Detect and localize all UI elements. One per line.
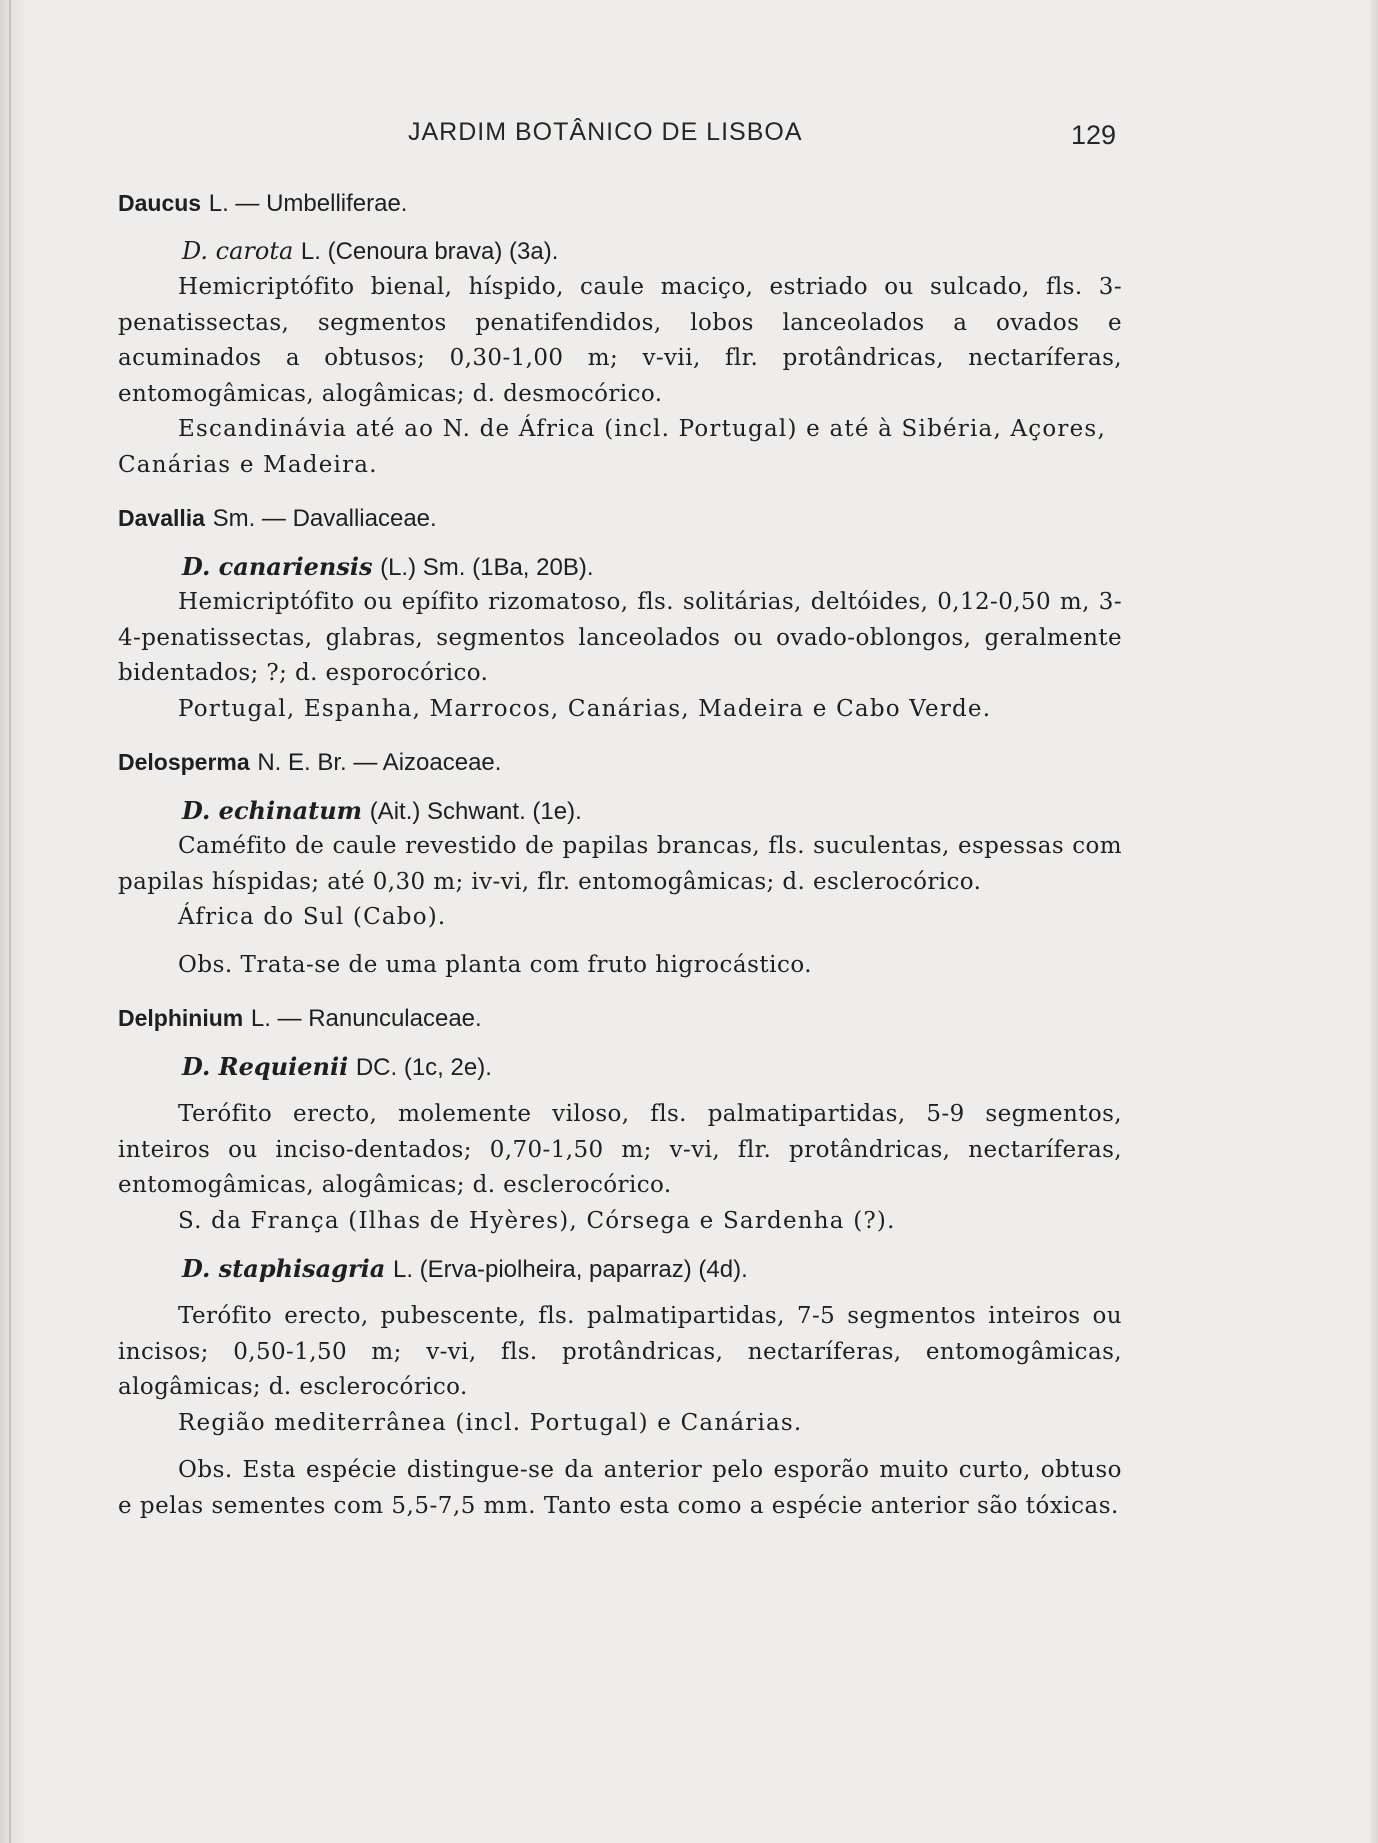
species-description: Caméfito de caule revestido de papilas brancas, fls. suculentas, espessas com papilas híspidas; até 0,30 m; iv-vi, flr. entomogâmicas; d. esclerocórico. — [118, 833, 1122, 895]
page-left-edge — [0, 0, 24, 1843]
genus-authority: N. E. Br. — Aizoaceae. — [257, 749, 502, 776]
page-number: 129 — [1071, 120, 1117, 150]
species-description: Terófito erecto, molemente viloso, fls. palmatipartidas, 5-9 segmentos, inteiros ou inciso-dentados; 0,70-1,50 m; v-vi, flr. protândricas, nectaríferas, entomogâmicas, alogâmicas; d. esclerocórico. — [118, 1101, 1122, 1198]
species-heading — [118, 1049, 1122, 1085]
genus-authority: L. — Umbelliferae. — [208, 190, 408, 217]
species-description: Hemicriptófito bienal, híspido, caule maciço, estriado ou sulcado, fls. 3-penatissectas, segmentos penatifendidos, lobos lanceolados a ovados e acuminados a obtusos; 0,30-1,00 m; v-vii, flr. protândricas, nectaríferas, entomogâmicas, alogâmicas; d. desmocórico. — [118, 274, 1122, 407]
binding-line — [9, 0, 11, 1843]
genus-heading — [118, 501, 1122, 537]
genus-name: Davallia — [118, 505, 205, 531]
genus-name: Delphinium — [118, 1005, 244, 1031]
genus-heading — [118, 745, 1122, 781]
page-content — [118, 186, 1122, 1524]
species-name: D. carota — [182, 237, 294, 265]
species-description: Terófito erecto, pubescente, fls. palmatipartidas, 7-5 segmentos inteiros ou incisos; 0,50-1,50 m; v-vi, fls. protândricas, nectaríferas, entomogâmicas, alogâmicas; d. esclerocórico. — [118, 1303, 1122, 1400]
species-heading — [118, 793, 1122, 829]
species-distribution: Região mediterrânea (incl. Portugal) e Canárias. — [178, 1409, 803, 1436]
species-observation: Obs. Trata-se de uma planta com fruto higrocástico. — [178, 951, 813, 978]
genus-heading — [118, 186, 1122, 222]
species-distribution: África do Sul (Cabo). — [178, 904, 447, 930]
header-title: JARDIM BOTÂNICO DE LISBOA — [408, 118, 803, 146]
species-observation: Obs. Esta espécie distingue-se da anterior pelo esporão muito curto, obtuso e pelas sementes com 5,5-7,5 mm. Tanto esta como a espécie anterior são tóxicas. — [118, 1457, 1122, 1519]
genus-heading — [118, 1001, 1122, 1037]
species-distribution: S. da França (Ilhas de Hyères), Córsega e Sardenha (?). — [178, 1207, 896, 1234]
species-heading — [118, 1251, 1122, 1287]
species-heading — [118, 234, 1122, 270]
species-authority: L. (Erva-piolheira, paparraz) (4d). — [392, 1256, 748, 1283]
page-right-edge — [1370, 0, 1378, 1843]
genus-authority: L. — Ranunculaceae. — [250, 1005, 482, 1032]
species-description: Hemicriptófito ou epífito rizomatoso, fls. solitárias, deltóides, 0,12-0,50 m, 3-4-penatissectas, glabras, segmentos lanceolados ou ovado-oblongos, geralmente bidentados; ?; d. esporocórico. — [118, 589, 1122, 686]
species-authority: DC. (1c, 2e). — [355, 1054, 492, 1081]
species-heading — [118, 549, 1122, 585]
genus-name: Daucus — [118, 190, 202, 216]
species-name: D. staphisagria — [182, 1254, 386, 1283]
species-authority: (Ait.) Schwant. (1e). — [369, 798, 582, 825]
species-authority: L. (Cenoura brava) (3a). — [300, 238, 559, 265]
genus-authority: Sm. — Davalliaceae. — [212, 505, 437, 532]
genus-name: Delosperma — [118, 749, 250, 775]
species-name: D. canariensis — [182, 552, 373, 581]
species-distribution: Portugal, Espanha, Marrocos, Canárias, Madeira e Cabo Verde. — [178, 695, 992, 722]
species-distribution: Escandinávia até ao N. de África (incl. Portugal) e até à Sibéria, Açores, Canárias e Madeira. — [118, 416, 1106, 478]
species-name: D. echinatum — [182, 796, 363, 825]
species-authority: (L.) Sm. (1Ba, 20B). — [380, 554, 594, 581]
species-name: D. Requienii — [182, 1052, 349, 1081]
running-header — [0, 118, 1378, 158]
